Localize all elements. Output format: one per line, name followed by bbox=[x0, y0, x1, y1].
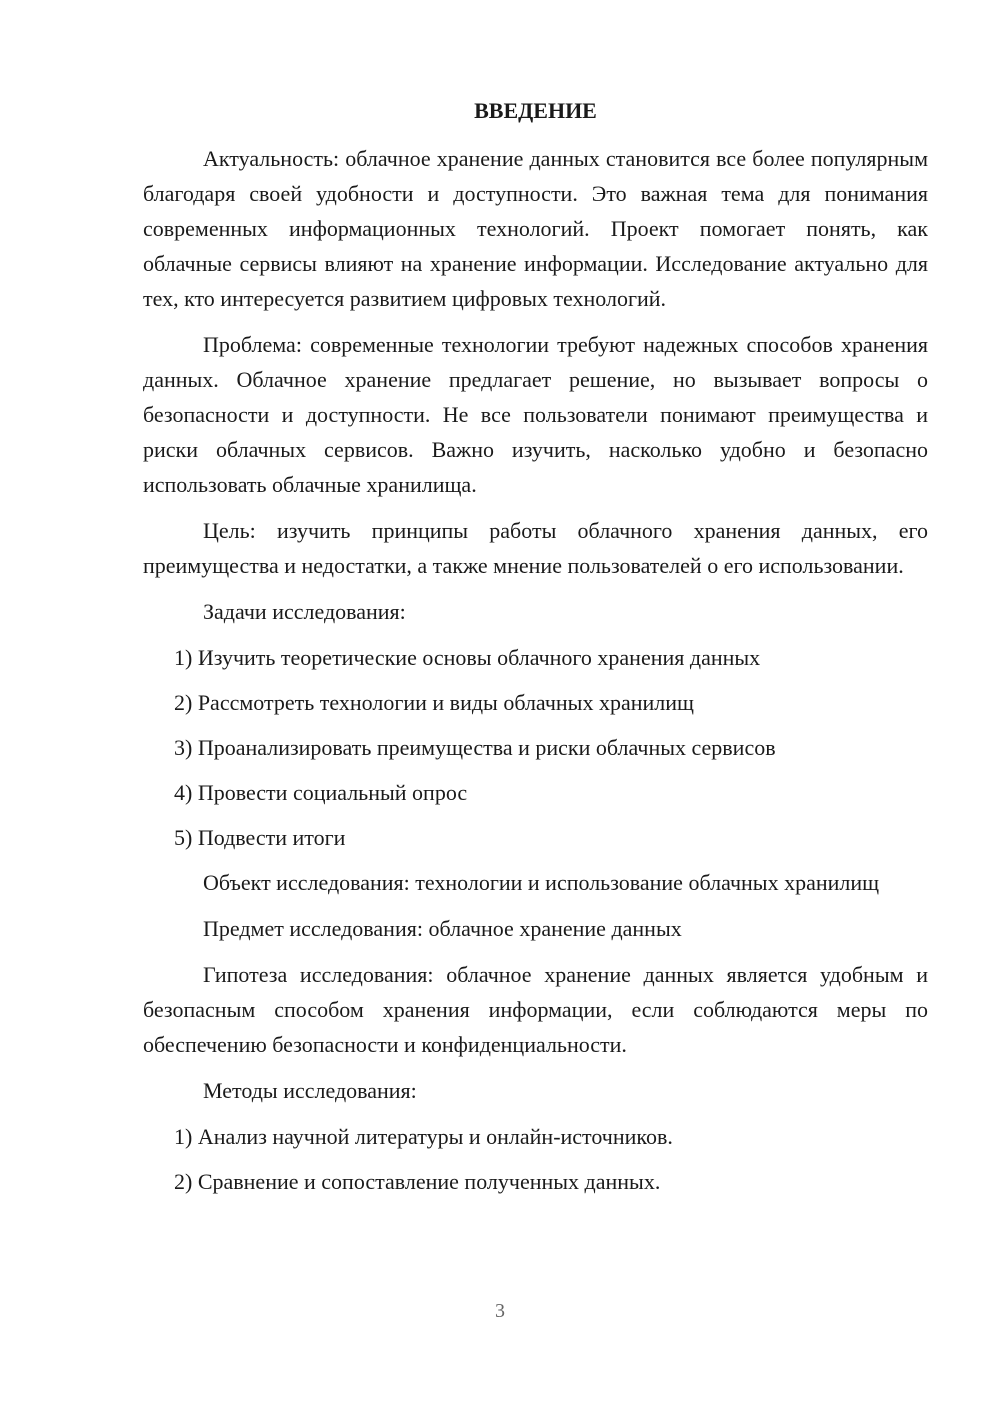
relevance-paragraph: Актуальность: облачное хранение данных становится все более популярным благодаря своей удобности и доступности. Это важная тема для понимания современных информационных технологий. Проект помогает понять, как облачные сервисы влияют на хранение информации. Исследование актуально для тех, кто интересуется развитием цифровых технологий. bbox=[143, 146, 928, 311]
task-item-2: 2) Рассмотреть технологии и виды облачных хранилищ bbox=[174, 690, 694, 715]
problem-paragraph: Проблема: современные технологии требуют надежных способов хранения данных. Облачное хранение предлагает решение, но вызывает вопросы о безопасности и доступности. Не все пользователи понимают преимущества и риски облачных сервисов. Важно изучить, насколько удобно и безопасно использовать облачные хранилища. bbox=[143, 332, 928, 497]
object-paragraph: Объект исследования: технологии и использование облачных хранилищ bbox=[203, 870, 880, 895]
tasks-heading: Задачи исследования: bbox=[203, 599, 406, 624]
task-item-1: 1) Изучить теоретические основы облачного хранения данных bbox=[174, 645, 761, 670]
methods-heading: Методы исследования: bbox=[203, 1078, 417, 1103]
document-page bbox=[143, 93, 928, 1209]
hypothesis-paragraph: Гипотеза исследования: облачное хранение данных является удобным и безопасным способом хранения информации, если соблюдаются меры по обеспечению безопасности и конфиденциальности. bbox=[143, 962, 928, 1057]
page-number: 3 bbox=[495, 1300, 505, 1322]
task-item-3: 3) Проанализировать преимущества и риски облачных сервисов bbox=[174, 735, 776, 760]
tasks-list bbox=[143, 640, 928, 855]
task-item-5: 5) Подвести итоги bbox=[174, 825, 346, 850]
section-title: ВВЕДЕНИЕ bbox=[474, 98, 597, 123]
task-item-4: 4) Провести социальный опрос bbox=[174, 780, 468, 805]
goal-paragraph: Цель: изучить принципы работы облачного хранения данных, его преимущества и недостатки, а также мнение пользователей о его использовании. bbox=[143, 518, 928, 578]
methods-list bbox=[143, 1119, 928, 1199]
method-item-1: 1) Анализ научной литературы и онлайн-источников. bbox=[174, 1124, 673, 1149]
subject-paragraph: Предмет исследования: облачное хранение данных bbox=[203, 916, 682, 941]
method-item-2: 2) Сравнение и сопоставление полученных данных. bbox=[174, 1169, 661, 1194]
